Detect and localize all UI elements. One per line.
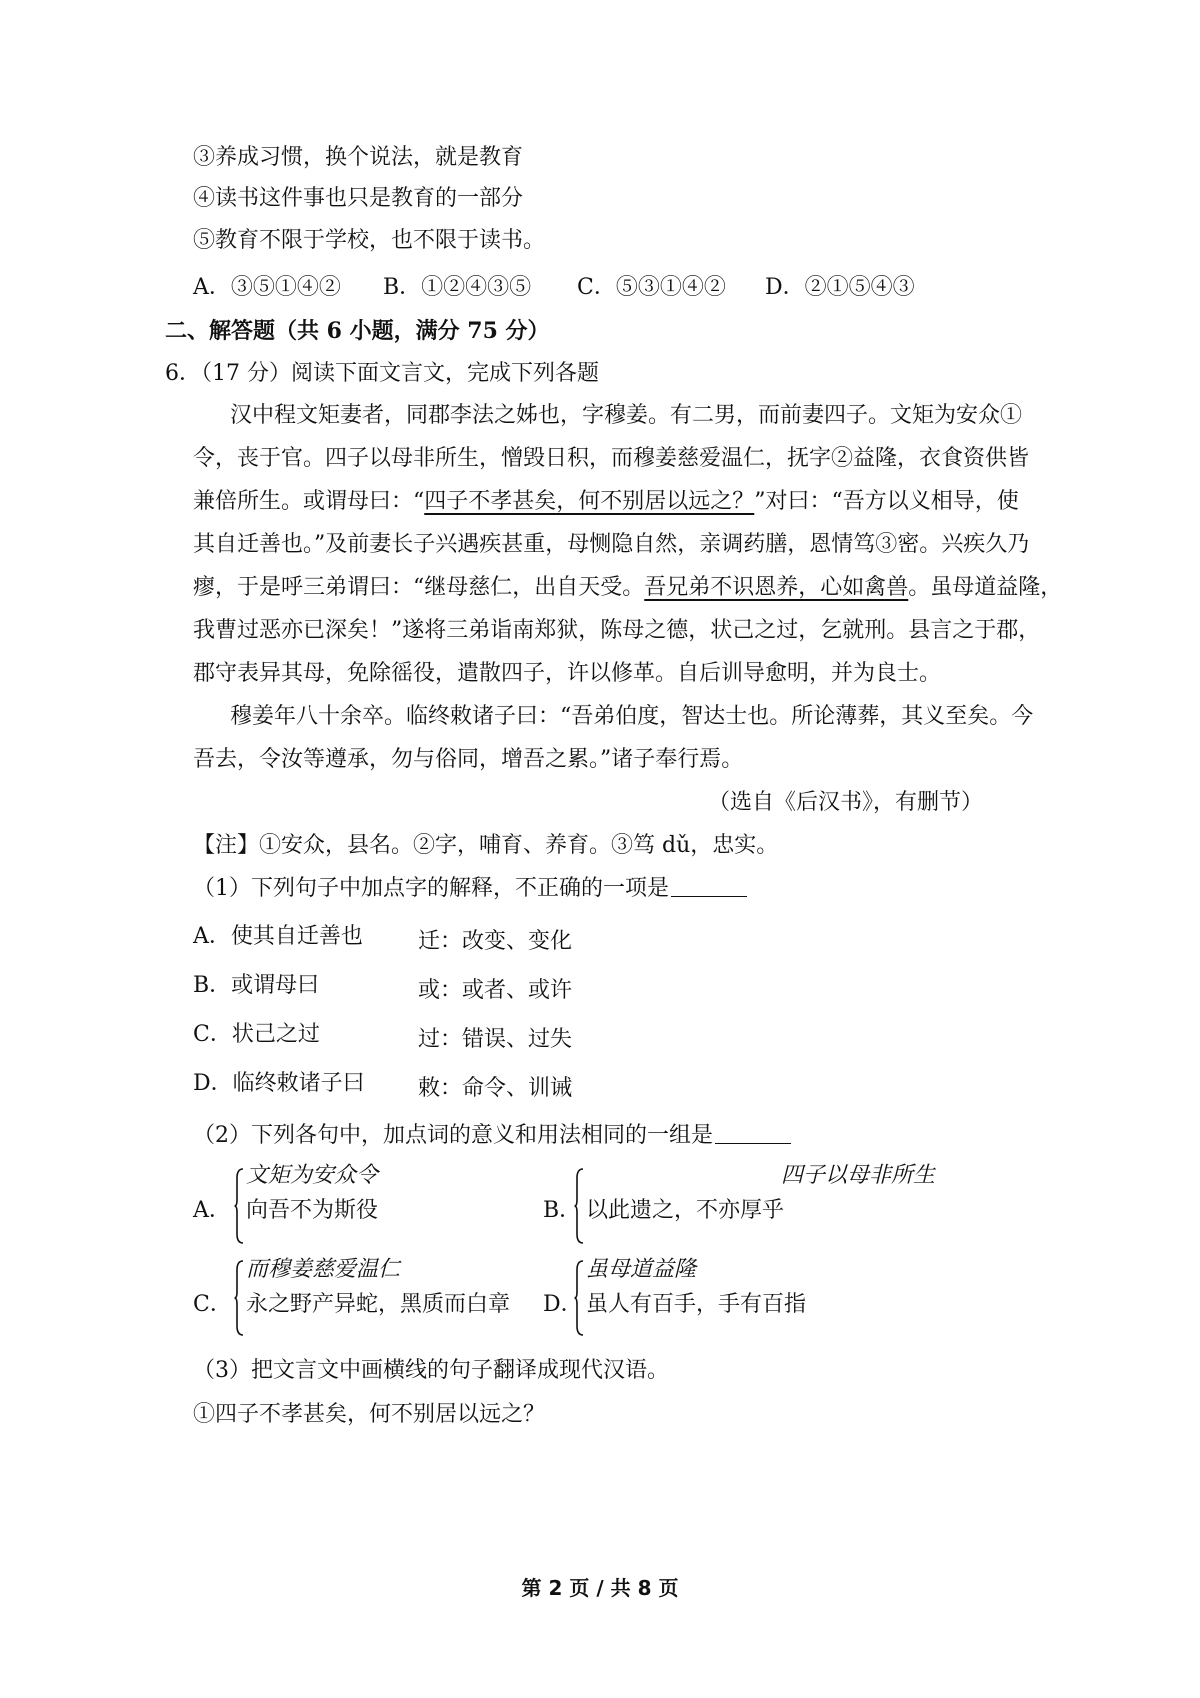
choice-c: [577, 273, 726, 303]
choice-a: [193, 273, 341, 303]
sub2-option-d-letter: D．: [543, 1292, 583, 1317]
sub2-option-c-letter: C．: [193, 1292, 232, 1317]
option-item-4: ④读书这件事也只是教育的一部分: [193, 186, 524, 211]
subquestion-3-item-1: ①四子不孝甚矣，何不别居以远之？: [193, 1402, 546, 1427]
subquestion-2-text: （2）下列各句中，加点词的意义和用法相同的一组是: [193, 1123, 713, 1148]
sub1-option-c-left: C．状己之过: [193, 1022, 320, 1047]
underlined-sentence-2: 吾兄弟不识恩养，心如禽兽: [644, 575, 909, 600]
passage-line-2: 令，丧于官。四子以母非所生，憎毁日积，而穆姜慈爱温仁，抚字②益隆，衣食资供皆: [193, 446, 1030, 471]
passage-line-8: 穆姜年八十余卒。临终敕诸子曰：“吾弟伯度，智达士也。所论薄葬，其义至矣。今: [230, 704, 1034, 729]
passage-line-4: 其自迁善也。”及前妻长子兴遇疾甚重，母恻隐自然，亲调药膳，恩情笃③密。兴疾久乃: [193, 532, 1030, 557]
choice-c-text: ⑤③①④②: [615, 275, 726, 300]
question-6-intro: 6．（17 分）阅读下面文言文，完成下列各题: [165, 361, 599, 386]
sub1-option-b-right: 或：或者、或许: [418, 978, 573, 1003]
choice-d-letter: D．: [765, 275, 805, 300]
brace-c-icon: [234, 1260, 244, 1336]
sub2-option-b-letter: B．: [543, 1198, 582, 1223]
passage-line-7: 郡守表异其母，免除徭役，遣散四子，许以修革。自后训导愈明，并为良士。: [193, 661, 942, 686]
passage-line-1: 汉中程文矩妻者，同郡李法之姊也，字穆姜。有二男，而前妻四子。文矩为安众①: [230, 403, 1023, 428]
sub2-option-a-line-1: 文矩为安众令: [246, 1163, 379, 1188]
subquestion-2-prompt: [193, 1121, 791, 1151]
answer-blank[interactable]: [671, 874, 747, 897]
section-heading: 二、解答题（共 6 小题，满分 75 分）: [165, 318, 550, 344]
choice-d-text: ②①⑤④③: [804, 275, 915, 300]
choice-a-text: ③⑤①④②: [230, 275, 341, 300]
passage-text: 瘳，于是呼三弟谓曰：“继母慈仁，出自天受。: [193, 575, 645, 600]
sub1-option-d-right: 敕：命令、训诫: [418, 1076, 573, 1101]
underlined-sentence-1: 四子不孝甚矣，何不别居以远之？: [424, 489, 755, 514]
choice-c-letter: C．: [577, 275, 616, 300]
answer-blank[interactable]: [715, 1121, 791, 1144]
sub2-option-b-line-2: 以此遗之，不亦厚乎: [586, 1198, 785, 1223]
passage-text: 。虽母道益隆，: [908, 575, 1063, 600]
sub1-option-c-right: 过：错误、过失: [418, 1027, 573, 1052]
sub2-option-a-line-2: 向吾不为斯役: [246, 1198, 379, 1223]
sub1-option-a-right: 迁：改变、变化: [418, 929, 573, 954]
subquestion-1-prompt: [193, 874, 747, 904]
sub1-option-b-left: B．或谓母曰: [193, 973, 320, 998]
passage-line-6: 我曹过恶亦已深矣！”遂将三弟诣南郑狱，陈母之德，状己之过，乞就刑。县言之于郡，: [193, 618, 1041, 643]
sub2-option-b-line-1: 四子以母非所生: [781, 1163, 936, 1188]
brace-b-icon: [574, 1168, 584, 1244]
choice-b: [383, 273, 531, 303]
sub2-option-d-line-2: 虽人有百手，手有百指: [586, 1292, 807, 1317]
choice-b-letter: B．: [383, 275, 422, 300]
choice-d: [765, 273, 915, 303]
brace-a-icon: [234, 1168, 244, 1244]
choice-b-text: ①②④③⑤: [421, 275, 532, 300]
passage-text: 兼倍所生。或谓母曰：“: [193, 489, 425, 514]
passage-text: ”对曰：“吾方以义相导，使: [754, 489, 1019, 514]
subquestion-1-text: （1）下列句子中加点字的解释，不正确的一项是: [193, 876, 669, 901]
subquestion-3-prompt: （3）把文言文中画横线的句子翻译成现代汉语。: [193, 1358, 669, 1383]
sub1-option-a-left: A．使其自迁善也: [193, 924, 363, 949]
brace-d-icon: [574, 1260, 584, 1336]
passage-source: （选自《后汉书》，有删节）: [708, 790, 984, 815]
option-item-5: ⑤教育不限于学校，也不限于读书。: [193, 228, 546, 253]
annotation-note: 【注】①安众，县名。②字，哺育、养育。③笃 dǔ，忠实。: [193, 833, 779, 858]
sub1-option-d-left: D．临终敕诸子曰: [193, 1071, 365, 1096]
sub2-option-d-line-1: 虽母道益隆: [586, 1257, 697, 1282]
choice-a-letter: A．: [193, 275, 231, 300]
passage-line-9: 吾去，令汝等遵承，勿与俗同，增吾之累。”诸子奉行焉。: [193, 747, 744, 772]
sub2-option-a-letter: A．: [193, 1198, 231, 1223]
sub2-option-c-line-1: 而穆姜慈爱温仁: [246, 1257, 401, 1282]
passage-line-5: [193, 573, 1062, 603]
page-footer: 第 2 页 / 共 8 页: [521, 1576, 679, 1600]
passage-line-3: [193, 487, 1019, 517]
sub2-option-c-line-2: 永之野产异蛇，黑质而白章: [246, 1292, 511, 1317]
option-item-3: ③养成习惯，换个说法，就是教育: [193, 145, 524, 170]
